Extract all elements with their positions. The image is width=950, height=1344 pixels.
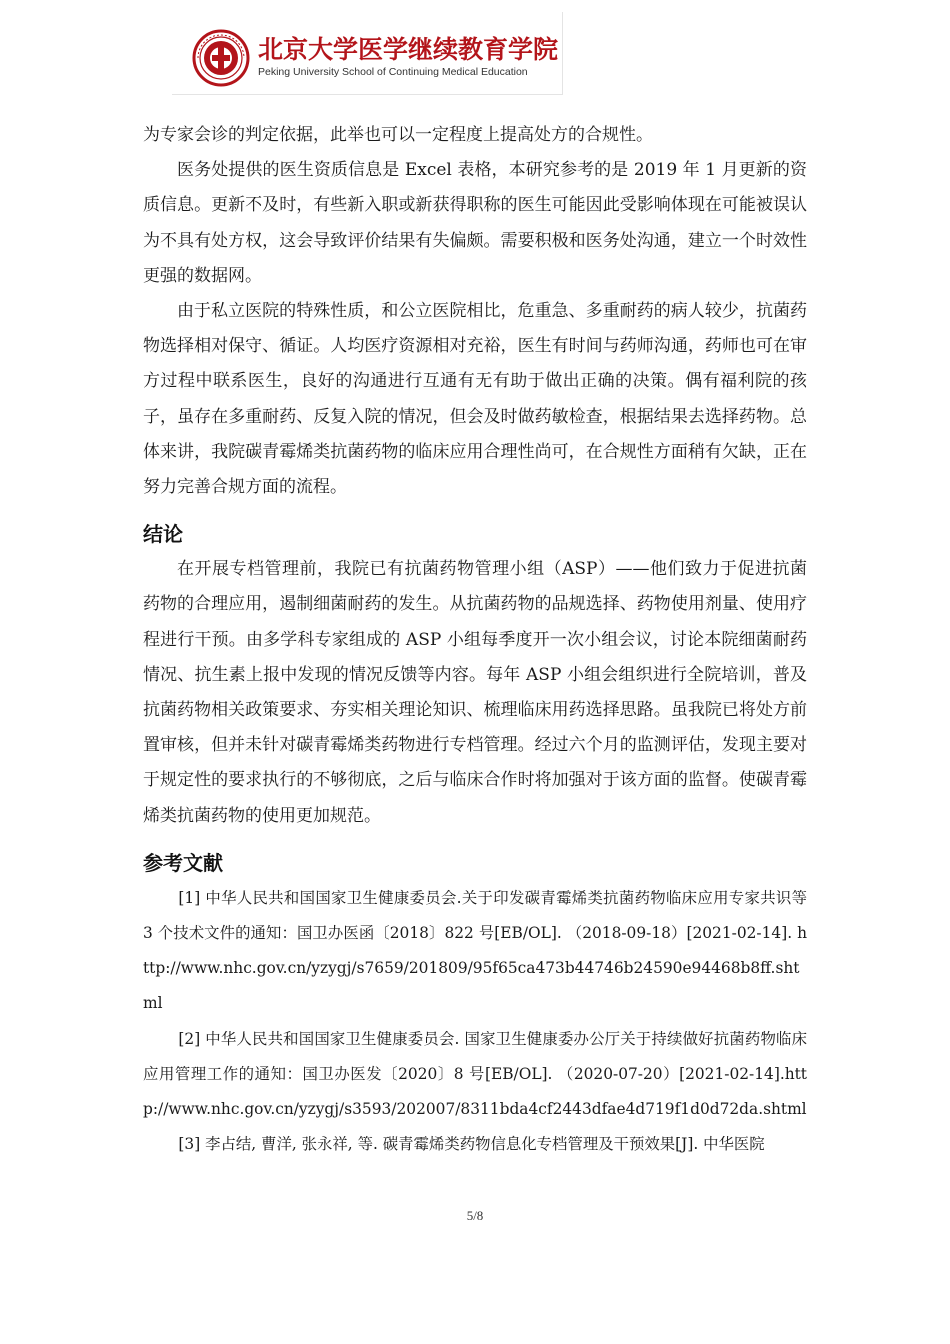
reference-item: [1] 中华人民共和国国家卫生健康委员会.关于印发碳青霉烯类抗菌药物临床应用专家共识等 3 个技术文件的通知：国卫办医函〔2018〕822 号[EB/OL]. （2018-09-18）[2021-02-14]. http://www.nhc.gov.cn/yzygj/s7659/201809/95f65ca473b44746b24590e94468b8ff.shtml [143,888,807,1013]
university-seal-icon [192,29,250,87]
reference-item: [2] 中华人民共和国国家卫生健康委员会. 国家卫生健康委办公厅关于持续做好抗菌药物临床应用管理工作的通知：国卫办医发〔2020〕8 号[EB/OL]. （2020-07-20）[2021-02-14].http://www.nhc.gov.cn/yzygj/s3593/202007/8311bda4cf2443dfae4d719f1d0d72da.shtml [143,1029,807,1119]
document-body [143,118,807,1162]
references-heading: 参考文献 [143,850,223,875]
logo-chinese-name: 北京大学医学继续教育学院 [258,35,559,64]
logo-english-name: Peking University School of Continuing Medical Education [258,66,528,78]
conclusion-paragraph: 在开展专档管理前，我院已有抗菌药物管理小组（ASP）——他们致力于促进抗菌药物的合理应用，遏制细菌耐药的发生。从抗菌药物的品规选择、药物使用剂量、使用疗程进行干预。由多学科专家组成的 ASP 小组每季度开一次小组会议，讨论本院细菌耐药情况、抗生素上报中发现的情况反馈等内容。每年 ASP 小组会组织进行全院培训，普及抗菌药物相关政策要求、夯实相关理论知识、梳理临床用药选择思路。虽我院已将处方前置审核，但并未针对碳青霉烯类药物进行专档管理。经过六个月的监测评估，发现主要对于规定性的要求执行的不够彻底，之后与临床合作时将加强对于该方面的监督。使碳青霉烯类抗菌药物的使用更加规范。 [143,559,807,826]
reference-item: [3] 李占结, 曹洋, 张永祥, 等. 碳青霉烯类药物信息化专档管理及干预效果[J]. 中华医院 [178,1135,765,1154]
body-paragraph: 医务处提供的医生资质信息是 Excel 表格，本研究参考的是 2019 年 1 月更新的资质信息。更新不及时，有些新入职或新获得职称的医生可能因此受影响体现在可能被误认为不具有处方权，这会导致评价结果有失偏颇。需要积极和医务处沟通，建立一个时效性更强的数据网。 [143,160,807,286]
conclusion-heading: 结论 [143,522,183,547]
page-number: 5/8 [466,1208,484,1223]
page-header [172,12,563,95]
body-paragraph: 由于私立医院的特殊性质，和公立医院相比，危重急、多重耐药的病人较少，抗菌药物选择相对保守、循证。人均医疗资源相对充裕，医生有时间与药师沟通，药师也可在审方过程中联系医生，良好的沟通进行互通有无有助于做出正确的决策。偶有福利院的孩子，虽存在多重耐药、反复入院的情况，但会及时做药敏检查，根据结果去选择药物。总体来讲，我院碳青霉烯类抗菌药物的临床应用合理性尚可，在合规性方面稍有欠缺，正在努力完善合规方面的流程。 [143,301,807,498]
body-paragraph: 为专家会诊的判定依据，此举也可以一定程度上提高处方的合规性。 [143,125,653,145]
